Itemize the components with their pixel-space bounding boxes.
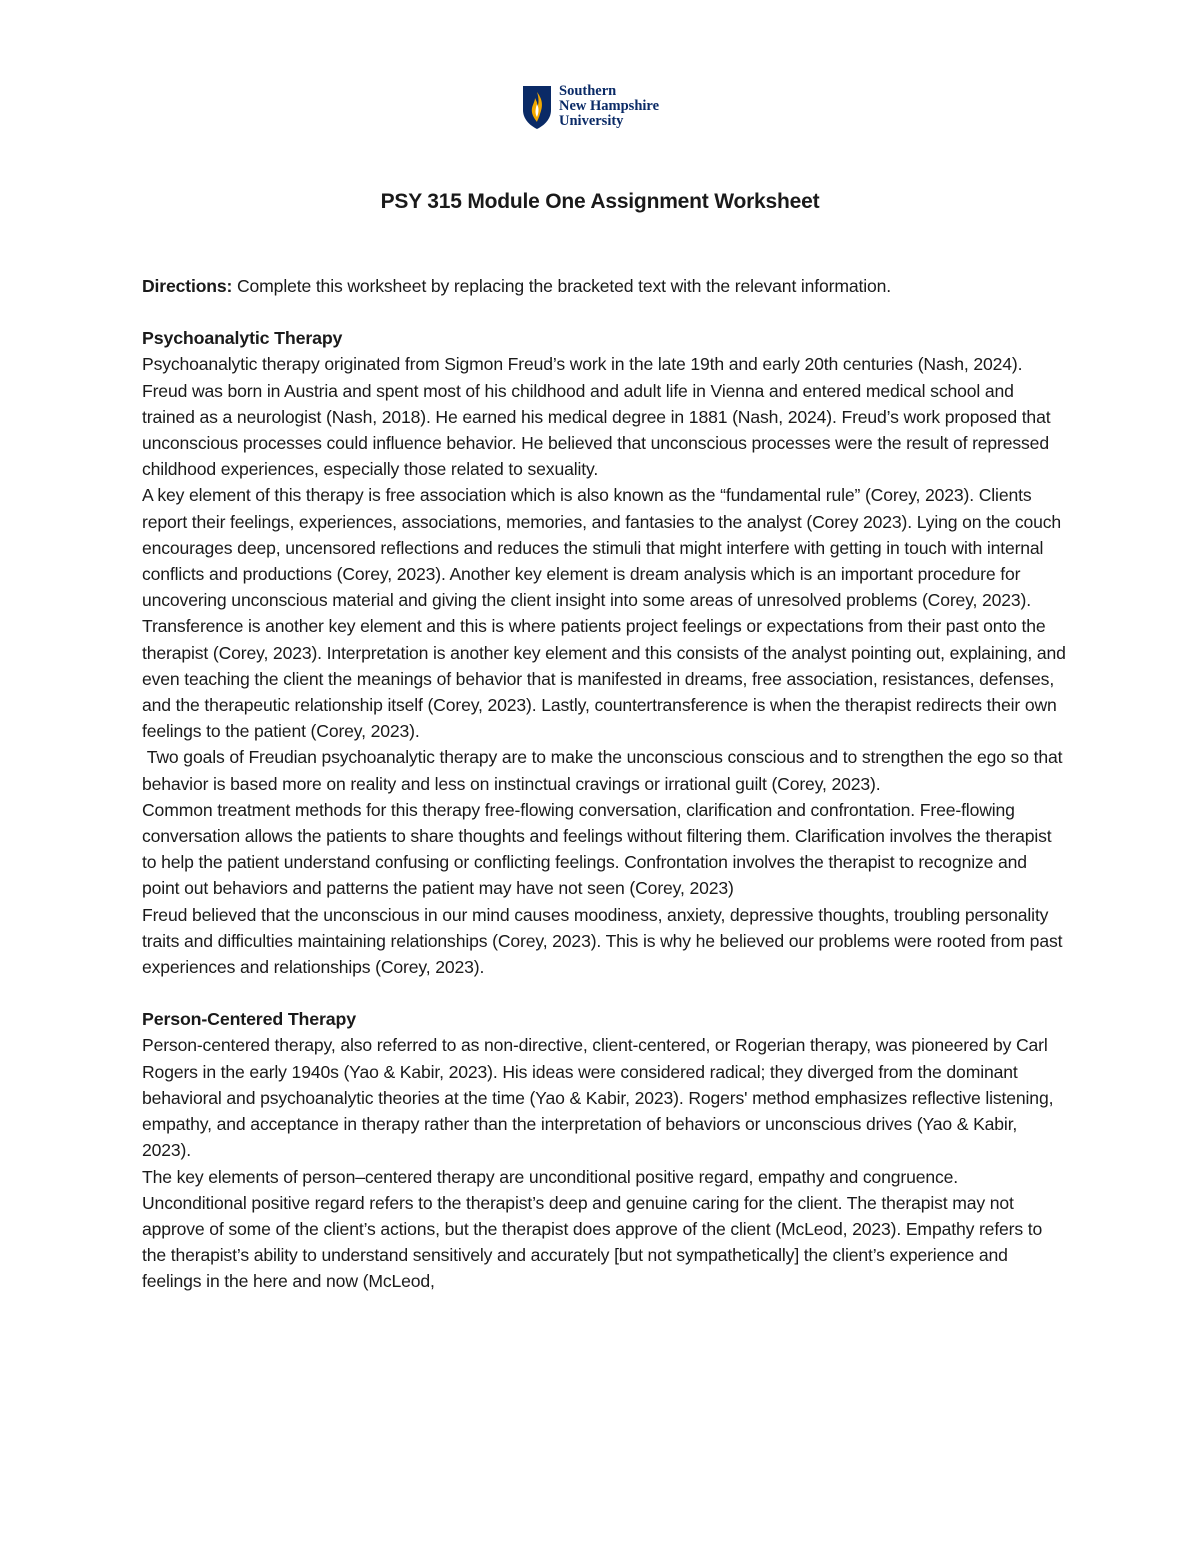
directions bbox=[142, 273, 1067, 299]
section-heading-person-centered: Person-Centered Therapy bbox=[142, 1009, 356, 1030]
paragraph: Psychoanalytic therapy originated from Sigmon Freud’s work in the late 19th and early 20th centuries (Nash, 2024). Freud was born in Austria and spent most of his childhood and adult life in Vienna and entered medical school and trained as a neurologist (Nash, 2018). He earned his medical degree in 1881 (Nash, 2024). Freud’s work proposed that unconscious processes could influence behavior. He believed that unconscious processes were the result of repressed childhood experiences, especially those related to sexuality. bbox=[142, 354, 1051, 480]
paragraph: Freud believed that the unconscious in our mind causes moodiness, anxiety, depressive thoughts, troubling personality traits and difficulties maintaining relationships (Corey, 2023). This is why he believed our problems were rooted from past experiences and relationships (Corey, 2023). bbox=[142, 904, 1063, 978]
logo-line-1: Southern bbox=[559, 83, 617, 99]
paragraph: The key elements of person–centered therapy are unconditional positive regard, empathy and congruence. Unconditional positive regard refers to the therapist’s deep and genuine caring for the client. The therapist may not approve of some of the client’s actions, but the therapist does approve of the client (McLeod, 2023). Empathy refers to the therapist’s ability to understand sensitively and accurately [but not sympathetically] the client’s experience and feelings in the here and now (McLeod, bbox=[142, 1166, 1043, 1292]
section-heading-psychoanalytic: Psychoanalytic Therapy bbox=[142, 328, 343, 349]
logo-line-3: University bbox=[559, 113, 624, 129]
page-title: PSY 315 Module One Assignment Worksheet bbox=[380, 190, 820, 213]
university-logo bbox=[521, 84, 659, 130]
logo-line-2: New Hampshire bbox=[559, 98, 660, 114]
paragraph: A key element of this therapy is free association which is also known as the “fundamental rule” (Corey, 2023). Clients report their feelings, experiences, associations, memories, and fantasies to the analyst (Corey 2023). Lying on the couch encourages deep, uncensored reflections and reduces the stimuli that might interfere with getting in touch with internal conflicts and productions (Corey, 2023). Another key element is dream analysis which is an important procedure for uncovering unconscious material and giving the client insight into some areas of unresolved problems (Corey, 2023). Transference is another key element and this is where patients project feelings or expectations from their past onto the therapist (Corey, 2023). Interpretation is another key element and this consists of the analyst pointing out, explaining, and even teaching the client the meanings of behavior that is manifested in dreams, free association, resistances, defenses, and the therapeutic relationship itself (Corey, 2023). Lastly, countertransference is when the therapist redirects their own feelings to the patient (Corey, 2023). bbox=[142, 485, 1066, 742]
worksheet-body bbox=[142, 273, 1067, 1295]
flame-shield-icon bbox=[521, 84, 553, 130]
paragraph: Two goals of Freudian psychoanalytic therapy are to make the unconscious conscious and to strengthen the ego so that behavior is based more on reality and less on instinctual cravings or irrational guilt (Corey, 2023). bbox=[142, 747, 1068, 794]
paragraph: Common treatment methods for this therapy free-flowing conversation, clarification and confrontation. Free-flowing conversation allows the patients to share thoughts and feelings without filtering them. Clarification involves the therapist to help the patient understand confusing or conflicting feelings. Confrontation involves the therapist to recognize and point out behaviors and patterns the patient may have not seen (Corey, 2023) bbox=[142, 799, 1052, 899]
logo-wordmark bbox=[559, 84, 659, 129]
directions-text: Complete this worksheet by replacing the bracketed text with the relevant information. bbox=[232, 276, 892, 296]
directions-label: Directions: bbox=[142, 276, 233, 296]
paragraph: Person-centered therapy, also referred to as non-directive, client-centered, or Rogerian therapy, was pioneered by Carl Rogers in the early 1940s (Yao & Kabir, 2023). His ideas were considered radical; they diverged from the dominant behavioral and psychoanalytic theories at the time (Yao & Kabir, 2023). Rogers' method emphasizes reflective listening, empathy, and acceptance in therapy rather than the interpretation of behaviors or unconscious drives (Yao & Kabir, 2023). bbox=[142, 1035, 1054, 1161]
